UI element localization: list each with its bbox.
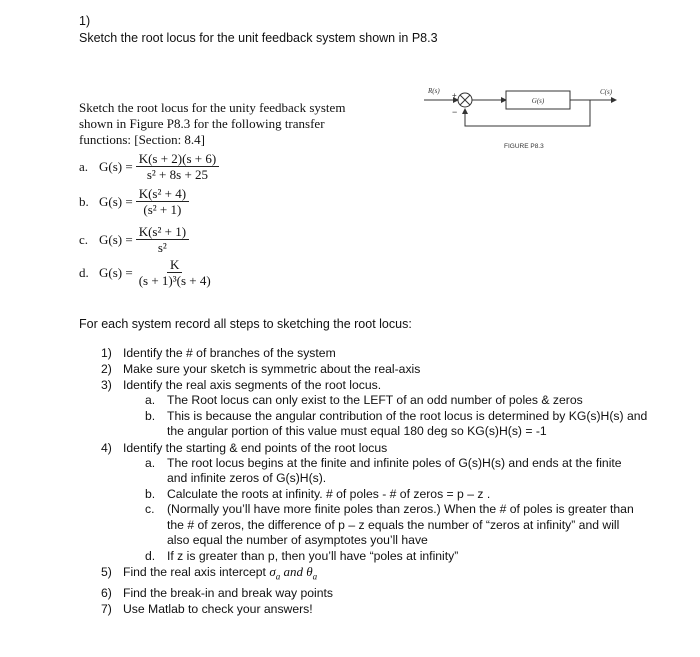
- problem-label: d.: [79, 264, 89, 280]
- sub-label: c.: [145, 502, 155, 516]
- sub-text: The root locus begins at the finite and infinite poles of G(s)H(s) and ends at the finite: [167, 455, 622, 470]
- step-text: Find the break-in and break way points: [123, 585, 334, 600]
- step-number: 1): [101, 346, 112, 360]
- problem-label: a.: [79, 158, 89, 174]
- minus-sign: −: [452, 107, 458, 117]
- step-text: Use Matlab to check your answers!: [123, 601, 313, 616]
- step-number: 7): [101, 601, 112, 616]
- denominator: s² + 8s + 25: [146, 167, 209, 182]
- step-6: [101, 585, 671, 601]
- step-text: Make sure your sketch is symmetric about the real-axis: [123, 362, 421, 376]
- denominator: s²: [157, 240, 167, 255]
- transfer-function: [136, 224, 189, 255]
- steps-list: [101, 345, 671, 617]
- theta-subscript: a: [312, 571, 318, 582]
- transfer-function: [136, 151, 220, 182]
- step-text: Find the real axis intercept: [123, 565, 266, 579]
- step-text: Identify the # of branches of the system: [123, 346, 336, 360]
- and-word: and: [283, 564, 303, 579]
- step-number: 5): [101, 565, 112, 579]
- equation-lhs: G(s) =: [99, 193, 133, 209]
- step-number: 6): [101, 585, 112, 600]
- step-number: 4): [101, 440, 112, 455]
- step-number: 3): [101, 378, 112, 392]
- step-text: Identify the real axis segments of the root locus.: [123, 378, 382, 392]
- numerator: K: [167, 257, 182, 273]
- plus-sign: +: [452, 91, 457, 100]
- sub-text: (Normally you’ll have more finite poles than zeros.) When the # of poles is greater than: [167, 502, 634, 516]
- sub-label: a.: [145, 393, 156, 407]
- sub-label: a.: [145, 455, 156, 470]
- step-3-subs: [101, 393, 671, 440]
- equation-lhs: G(s) =: [99, 264, 133, 280]
- block-diagram-figure: [420, 82, 620, 158]
- numerator: K(s² + 4): [136, 186, 189, 202]
- block-label: G(s): [531, 97, 545, 105]
- step-4-subs: [101, 456, 671, 565]
- step-3: [101, 377, 671, 393]
- sigma-symbol: σ: [269, 564, 276, 579]
- step-1: [101, 345, 671, 361]
- textbook-intro: [79, 100, 345, 148]
- theta-symbol: θ: [306, 564, 313, 579]
- sub-label: d.: [145, 548, 156, 563]
- numerator: K(s + 2)(s + 6): [136, 151, 220, 167]
- figure-caption: FIGURE P8.3: [504, 143, 544, 150]
- output-label: C(s): [600, 88, 613, 96]
- equation-lhs: G(s) =: [99, 158, 133, 174]
- sub-text: also equal the number of asymptotes you’ll have: [167, 533, 428, 547]
- transfer-function: [136, 186, 189, 217]
- problem-number: 1): [79, 14, 91, 28]
- sub-label: b.: [145, 408, 156, 423]
- denominator: (s² + 1): [143, 202, 182, 217]
- problem-a: [79, 151, 219, 182]
- step-number: 2): [101, 362, 112, 376]
- sub-text: the # of zeros, the difference of p – z equals the number of “zeros at infinity” and will: [167, 517, 620, 532]
- step-7: [101, 601, 671, 617]
- sub-item: [145, 409, 671, 440]
- problem-instruction: Sketch the root locus for the unit feedback system shown in P8.3: [79, 31, 438, 45]
- problem-c: [79, 224, 189, 255]
- sub-label: b.: [145, 486, 156, 501]
- sub-text: If z is greater than p, then you’ll have “poles at infinity”: [167, 548, 459, 563]
- intro-line-3: functions: [Section: 8.4]: [79, 132, 206, 147]
- sub-item: [145, 393, 671, 409]
- intro-line-1: Sketch the root locus for the unity feedback system: [79, 100, 346, 115]
- sub-item: [145, 487, 671, 503]
- problem-label: c.: [79, 231, 89, 247]
- denominator: (s + 1)³(s + 4): [138, 273, 211, 288]
- record-intro: For each system record all steps to sketching the root locus:: [79, 317, 412, 331]
- input-label: R(s): [428, 87, 440, 95]
- sub-text: The Root locus can only exist to the LEFT of an odd number of poles & zeros: [167, 393, 583, 407]
- sub-item: [145, 456, 671, 487]
- sub-text: This is because the angular contribution of the root locus is determined by KG(s)H(s) and: [167, 408, 648, 423]
- step-math: [269, 564, 318, 582]
- sub-item: [145, 549, 671, 565]
- sub-text: and infinite zeros of G(s)H(s).: [167, 471, 327, 485]
- sub-text: Calculate the roots at infinity. # of poles - # of zeros = p – z .: [167, 486, 491, 501]
- transfer-function: [136, 257, 214, 288]
- step-4: [101, 440, 671, 456]
- sub-text: the angular portion of this value must equal 180 deg so KG(s)H(s) = -1: [167, 424, 547, 438]
- problem-label: b.: [79, 193, 89, 209]
- problem-d: [79, 257, 214, 288]
- sigma-subscript: a: [275, 571, 281, 582]
- step-2: [101, 361, 671, 377]
- equation-lhs: G(s) =: [99, 231, 133, 247]
- summing-junction: [458, 93, 472, 107]
- step-5: [101, 564, 671, 585]
- step-text: Identify the starting & end points of the root locus: [123, 440, 388, 455]
- problem-b: [79, 186, 189, 217]
- numerator: K(s² + 1): [136, 224, 189, 240]
- sub-item: [145, 502, 671, 549]
- intro-line-2: shown in Figure P8.3 for the following transfer: [79, 116, 325, 131]
